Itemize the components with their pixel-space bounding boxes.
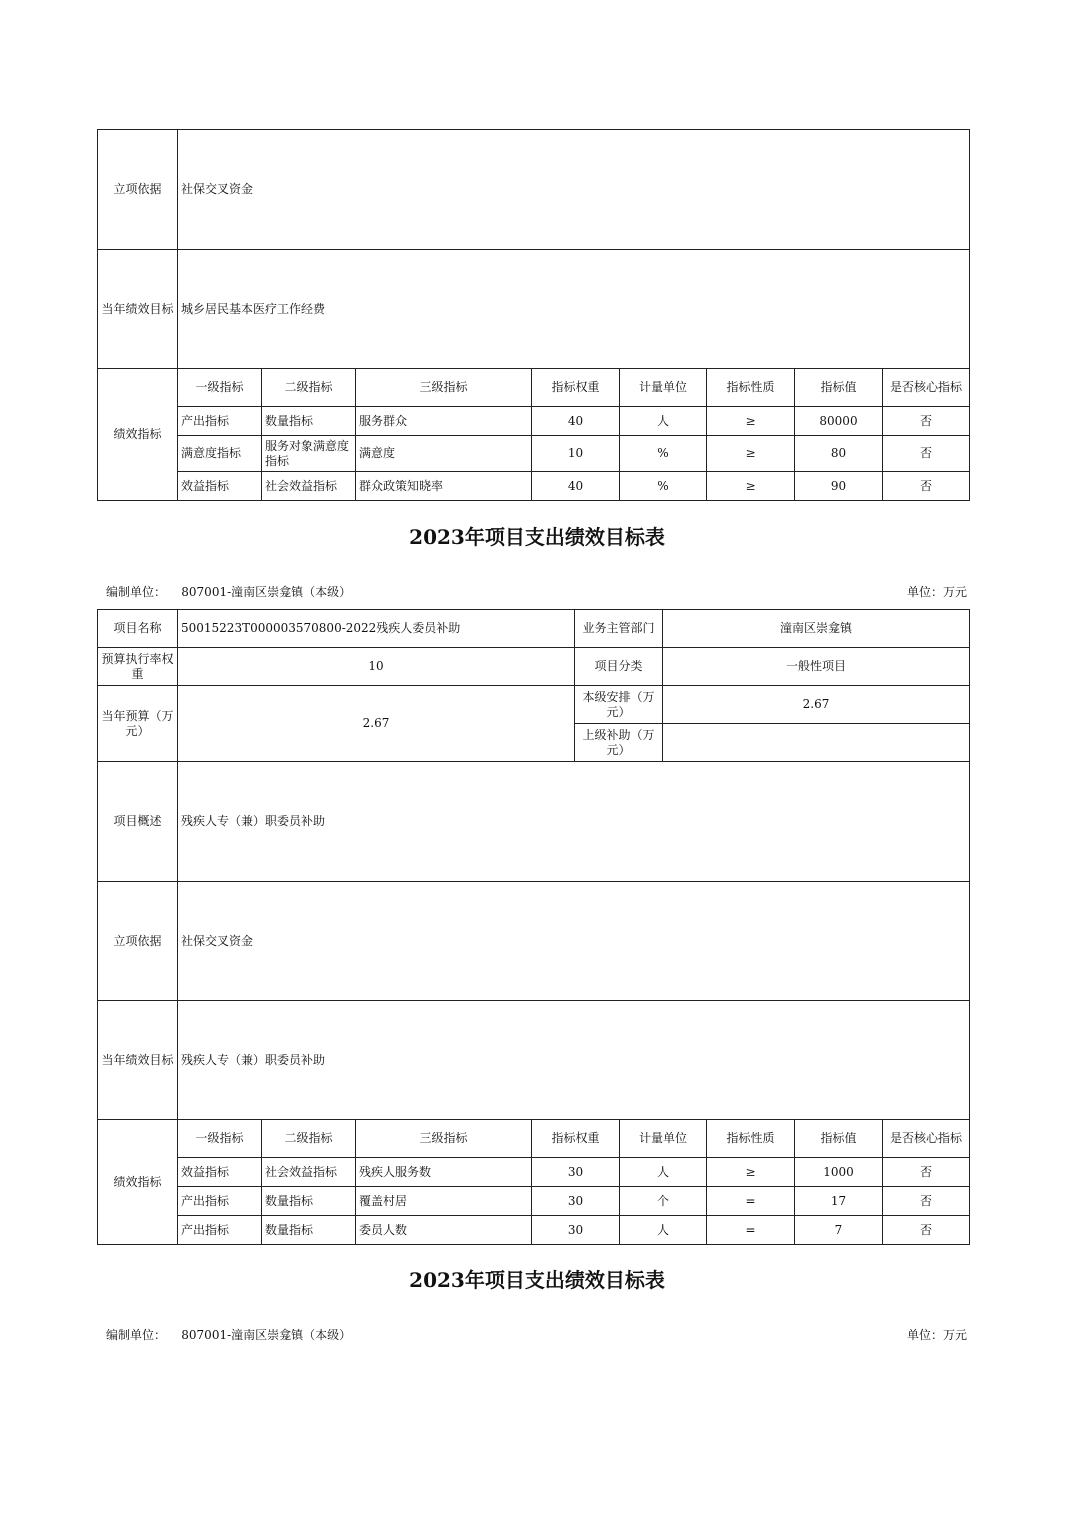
currency-unit: 单位：万元	[906, 1328, 967, 1342]
overview-value: 残疾人专（兼）职委员补助	[178, 762, 970, 882]
core-cell: 否	[883, 1187, 970, 1216]
project-info-table	[97, 609, 970, 762]
basis-label: 立项依据	[98, 882, 178, 1001]
project-performance-table	[97, 761, 970, 1245]
weight-cell: 30	[532, 1158, 620, 1187]
unit-cell: 人	[620, 1158, 707, 1187]
header-cell: 指标权重	[532, 369, 620, 407]
value-cell: 80	[795, 436, 883, 472]
compile-unit-label: 编制单位：	[106, 585, 167, 599]
overview-label: 项目概述	[98, 762, 178, 882]
level2-cell: 社会效益指标	[262, 1158, 356, 1187]
header-cell: 计量单位	[620, 369, 707, 407]
upper-value	[663, 724, 970, 762]
basis-value: 社保交叉资金	[178, 882, 970, 1001]
header-cell: 指标值	[795, 369, 883, 407]
weight-cell: 30	[532, 1187, 620, 1216]
unit-cell: 人	[620, 407, 707, 436]
compile-unit-value: 807001-潼南区崇龛镇（本级）	[181, 585, 352, 599]
header-cell: 是否核心指标	[883, 1120, 970, 1158]
table-row	[98, 407, 970, 436]
dept-label: 业务主管部门	[575, 610, 663, 648]
level2-cell: 社会效益指标	[262, 472, 356, 501]
goal-value: 残疾人专（兼）职委员补助	[178, 1001, 970, 1120]
basis-value: 社保交叉资金	[178, 130, 970, 250]
unit-cell: %	[620, 436, 707, 472]
level3-cell: 群众政策知晓率	[356, 472, 532, 501]
local-value: 2.67	[663, 686, 970, 724]
value-cell: 17	[795, 1187, 883, 1216]
nature-cell: ≥	[707, 1158, 795, 1187]
dept-value: 潼南区崇龛镇	[663, 610, 970, 648]
level1-cell: 效益指标	[178, 1158, 262, 1187]
level1-cell: 产出指标	[178, 407, 262, 436]
level3-cell: 委员人数	[356, 1216, 532, 1245]
table-row	[98, 1187, 970, 1216]
nature-cell: ≥	[707, 407, 795, 436]
level2-cell: 数量指标	[262, 1187, 356, 1216]
value-cell: 90	[795, 472, 883, 501]
category-label: 项目分类	[575, 648, 663, 686]
category-value: 一般性项目	[663, 648, 970, 686]
header-cell: 指标性质	[707, 1120, 795, 1158]
nature-cell: =	[707, 1216, 795, 1245]
header-cell: 一级指标	[178, 1120, 262, 1158]
budget-label: 当年预算（万元）	[98, 686, 178, 762]
header-cell: 二级指标	[262, 369, 356, 407]
weight-cell: 40	[532, 407, 620, 436]
level2-cell: 数量指标	[262, 407, 356, 436]
header-cell: 指标值	[795, 1120, 883, 1158]
goal-label: 当年绩效目标	[98, 1001, 178, 1120]
perf-label: 绩效指标	[98, 1120, 178, 1245]
level3-cell: 服务群众	[356, 407, 532, 436]
weight-cell: 40	[532, 472, 620, 501]
exec-rate-value: 10	[178, 648, 575, 686]
header-cell: 一级指标	[178, 369, 262, 407]
level1-cell: 满意度指标	[178, 436, 262, 472]
table-row	[98, 1158, 970, 1187]
perf-label: 绩效指标	[98, 369, 178, 501]
core-cell: 否	[883, 436, 970, 472]
nature-cell: ≥	[707, 436, 795, 472]
compile-unit	[106, 583, 351, 600]
level1-cell: 产出指标	[178, 1216, 262, 1245]
compile-unit-value: 807001-潼南区崇龛镇（本级）	[181, 1328, 352, 1342]
header-cell: 是否核心指标	[883, 369, 970, 407]
value-cell: 7	[795, 1216, 883, 1245]
weight-cell: 10	[532, 436, 620, 472]
value-cell: 80000	[795, 407, 883, 436]
header-cell: 三级指标	[356, 1120, 532, 1158]
header-cell: 二级指标	[262, 1120, 356, 1158]
level2-cell: 服务对象满意度指标	[262, 436, 356, 472]
table-row	[98, 1216, 970, 1245]
budget-value: 2.67	[178, 686, 575, 762]
value-cell: 1000	[795, 1158, 883, 1187]
core-cell: 否	[883, 407, 970, 436]
top-performance-table	[97, 129, 970, 501]
level1-cell: 产出指标	[178, 1187, 262, 1216]
header-cell: 三级指标	[356, 369, 532, 407]
form-title: 2023年项目支出绩效目标表	[409, 1268, 665, 1292]
level3-cell: 残疾人服务数	[356, 1158, 532, 1187]
project-name-value: 50015223T000003570800-2022残疾人委员补助	[178, 610, 575, 648]
form-title: 2023年项目支出绩效目标表	[409, 525, 665, 549]
local-label: 本级安排（万元）	[575, 686, 663, 724]
table-row	[98, 472, 970, 501]
header-cell: 指标性质	[707, 369, 795, 407]
core-cell: 否	[883, 472, 970, 501]
header-cell: 计量单位	[620, 1120, 707, 1158]
level1-cell: 效益指标	[178, 472, 262, 501]
basis-label: 立项依据	[98, 130, 178, 250]
core-cell: 否	[883, 1216, 970, 1245]
core-cell: 否	[883, 1158, 970, 1187]
compile-unit	[106, 1326, 351, 1343]
currency-unit: 单位：万元	[906, 585, 967, 599]
level2-cell: 数量指标	[262, 1216, 356, 1245]
nature-cell: =	[707, 1187, 795, 1216]
goal-value: 城乡居民基本医疗工作经费	[178, 250, 970, 369]
exec-rate-label: 预算执行率权重	[98, 648, 178, 686]
project-name-label: 项目名称	[98, 610, 178, 648]
weight-cell: 30	[532, 1216, 620, 1245]
unit-cell: %	[620, 472, 707, 501]
header-cell: 指标权重	[532, 1120, 620, 1158]
unit-cell: 个	[620, 1187, 707, 1216]
unit-cell: 人	[620, 1216, 707, 1245]
upper-label: 上级补助（万元）	[575, 724, 663, 762]
nature-cell: ≥	[707, 472, 795, 501]
goal-label: 当年绩效目标	[98, 250, 178, 369]
level3-cell: 满意度	[356, 436, 532, 472]
level3-cell: 覆盖村居	[356, 1187, 532, 1216]
table-row	[98, 436, 970, 472]
compile-unit-label: 编制单位：	[106, 1328, 167, 1342]
